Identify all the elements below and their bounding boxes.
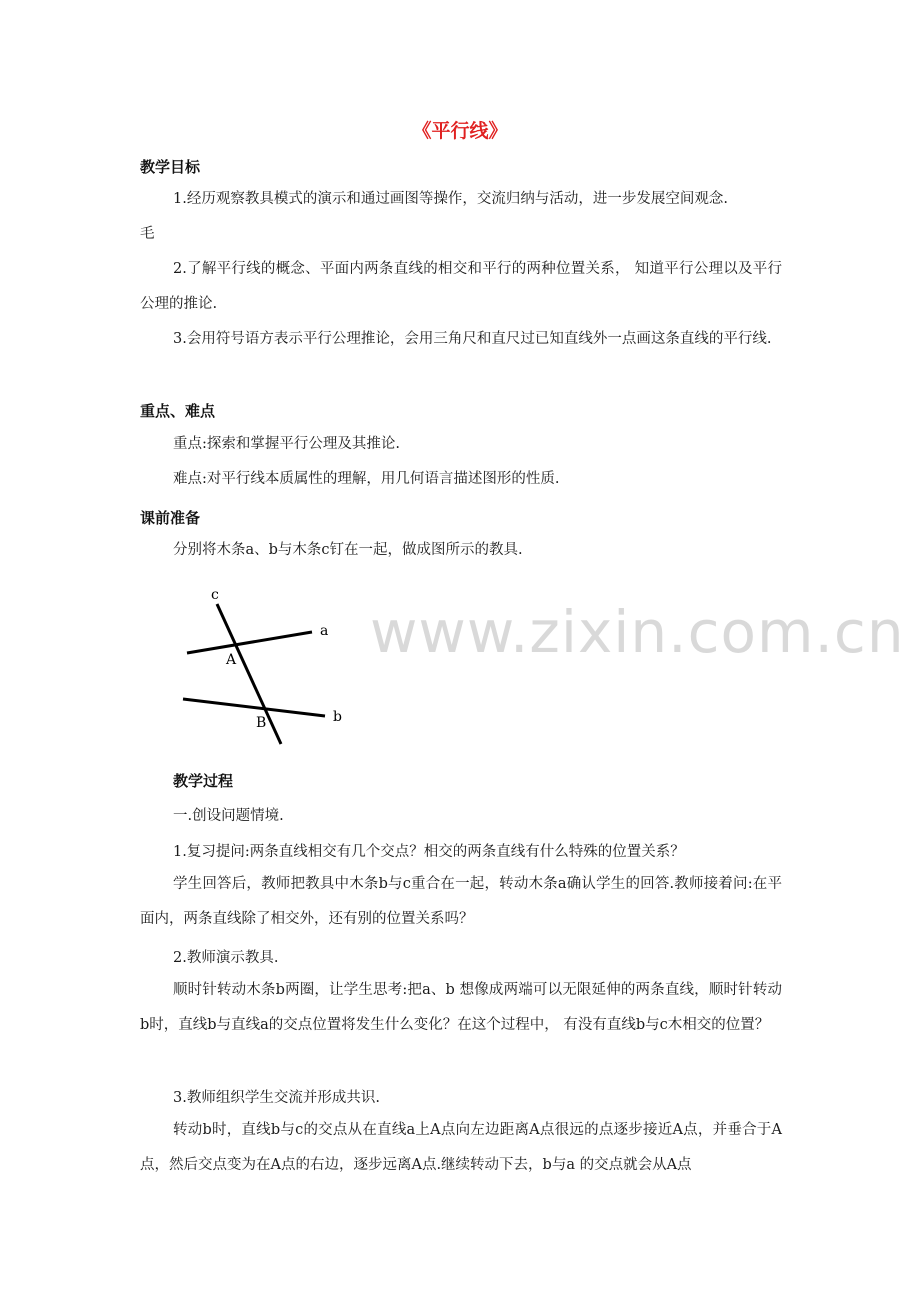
- label-b: b: [333, 709, 342, 725]
- objective-3: 3.会用符号语方表示平行公理推论，会用三角尺和直尺过已知直线外一点画这条直线的平行线.: [173, 331, 772, 347]
- objective-1-cont: 毛: [140, 226, 155, 242]
- heading-preparation: 课前准备: [140, 509, 201, 527]
- heading-key-points: 重点、难点: [140, 402, 216, 420]
- geometry-figure: [170, 582, 360, 752]
- process-question-1: 1.复习提问:两条直线相交有几个交点？相交的两条直线有什么特殊的位置关系？: [173, 844, 685, 860]
- label-a: a: [320, 623, 329, 639]
- process-paragraph-2: 顺时针转动木条b两圈，让学生思考:把a、b 想像成两端可以无限延伸的两条直线，顺时针转动b时，直线b与直线a的交点位置将发生什么变化？在这个过程中， 有没有直线b与c木相交的位置？: [140, 982, 782, 1033]
- heading-objectives: 教学目标: [140, 158, 201, 176]
- process-question-2: 2.教师演示教具.: [173, 950, 279, 966]
- line-a: [187, 632, 312, 653]
- line-b: [183, 699, 325, 716]
- objective-2: 2.了解平行线的概念、平面内两条直线的相交和平行的两种位置关系， 知道平行公理以及平行公理的推论.: [140, 261, 782, 312]
- process-paragraph-1: 学生回答后，教师把教具中木条b与c重合在一起，转动木条a确认学生的回答.教师接着问:在平面内，两条直线除了相交外，还有别的位置关系吗？: [140, 876, 782, 927]
- label-B: B: [256, 715, 267, 731]
- difficult-point: 难点:对平行线本质属性的理解，用几何语言描述图形的性质.: [173, 471, 560, 487]
- label-A: A: [226, 652, 237, 668]
- key-point: 重点:探索和掌握平行公理及其推论.: [173, 436, 400, 452]
- process-question-3: 3.教师组织学生交流并形成共识.: [173, 1090, 380, 1106]
- preparation-text: 分别将木条a、b与木条c钉在一起，做成图所示的教具.: [173, 542, 523, 558]
- watermark: www.zixin.com.cn: [370, 598, 905, 666]
- heading-process: 教学过程: [173, 772, 234, 790]
- process-paragraph-3: 转动b时，直线b与c的交点从在直线a上A点向左边距离A点很远的点逐步接近A点，并垂合于A点，然后交点变为在A点的右边，逐步远离A点.继续转动下去，b与a 的交点就会从A点: [140, 1122, 782, 1173]
- label-c: c: [211, 587, 219, 603]
- process-step-1: 一.创设问题情境.: [173, 808, 284, 824]
- line-c: [217, 604, 281, 744]
- page-title: 《平行线》: [412, 120, 508, 142]
- objective-1: 1.经历观察教具模式的演示和通过画图等操作，交流归纳与活动，进一步发展空间观念.: [173, 191, 728, 207]
